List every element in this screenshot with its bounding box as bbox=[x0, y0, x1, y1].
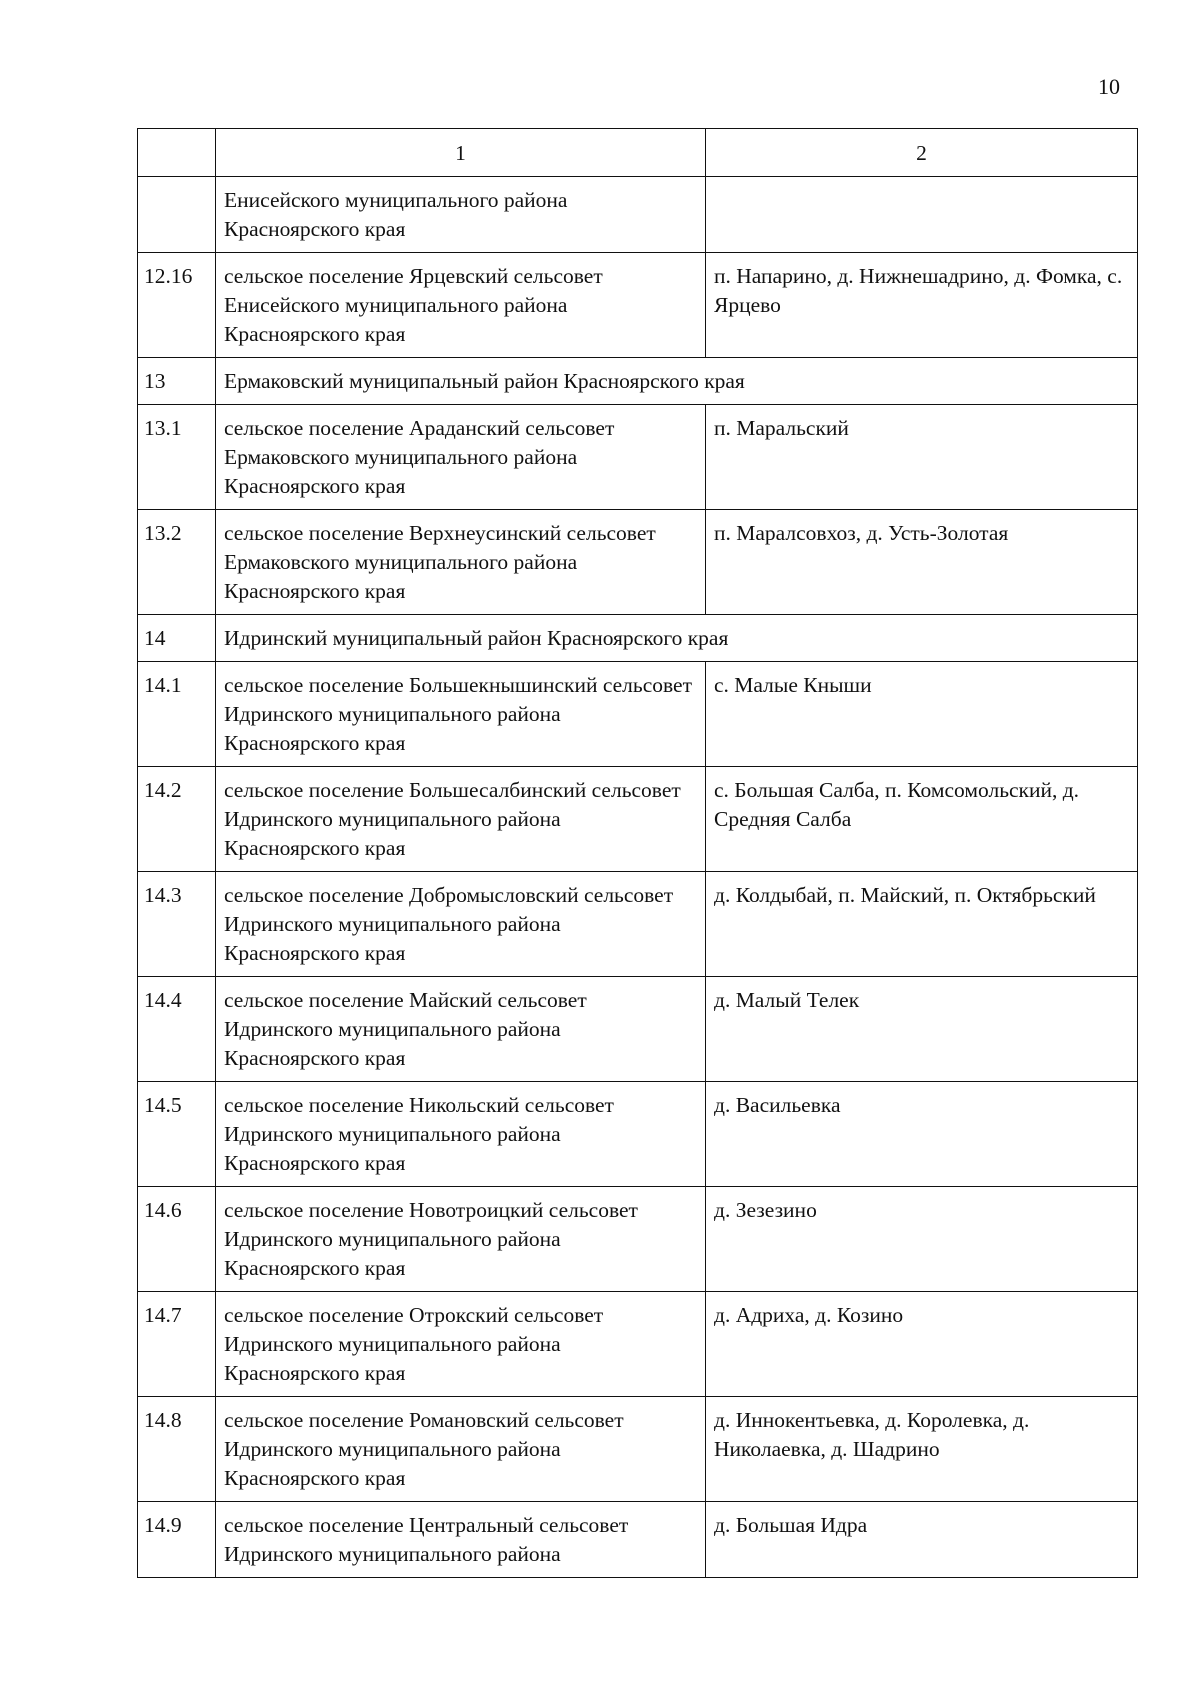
row-number: 14.4 bbox=[138, 977, 216, 1082]
table-row bbox=[138, 1082, 1138, 1187]
table-row bbox=[138, 405, 1138, 510]
row-number: 14.1 bbox=[138, 662, 216, 767]
municipality-name: сельское поселение Майский сельсовет Идринского муниципального района Красноярского края bbox=[216, 977, 706, 1082]
settlements-list: д. Колдыбай, п. Майский, п. Октябрьский bbox=[706, 872, 1138, 977]
header-cell-empty bbox=[138, 129, 216, 177]
municipality-name: сельское поселение Верхнеусинский сельсовет Ермаковского муниципального района Красноярского края bbox=[216, 510, 706, 615]
table-row bbox=[138, 1502, 1138, 1578]
municipality-name: сельское поселение Добромысловский сельсовет Идринского муниципального района Красноярского края bbox=[216, 872, 706, 977]
row-number: 14.7 bbox=[138, 1292, 216, 1397]
row-number: 14.2 bbox=[138, 767, 216, 872]
municipality-name: сельское поселение Большекнышинский сельсовет Идринского муниципального района Красноярского края bbox=[216, 662, 706, 767]
table-row bbox=[138, 767, 1138, 872]
row-number: 13.1 bbox=[138, 405, 216, 510]
settlements-list: с. Малые Кныши bbox=[706, 662, 1138, 767]
table-header-row bbox=[138, 129, 1138, 177]
settlements-list: д. Малый Телек bbox=[706, 977, 1138, 1082]
table-row bbox=[138, 1397, 1138, 1502]
settlements-list bbox=[706, 177, 1138, 253]
table-row bbox=[138, 253, 1138, 358]
table-body bbox=[138, 129, 1138, 1578]
table-row bbox=[138, 977, 1138, 1082]
settlements-list: п. Маралсовхоз, д. Усть-Золотая bbox=[706, 510, 1138, 615]
settlements-list: д. Адриха, д. Козино bbox=[706, 1292, 1138, 1397]
municipality-name: Енисейского муниципального района Красноярского края bbox=[216, 177, 706, 253]
section-number: 13 bbox=[138, 358, 216, 405]
settlements-list: д. Иннокентьевка, д. Королевка, д. Николаевка, д. Шадрино bbox=[706, 1397, 1138, 1502]
municipality-name: сельское поселение Отрокский сельсовет Идринского муниципального района Красноярского края bbox=[216, 1292, 706, 1397]
section-title: Идринский муниципальный район Красноярского края bbox=[216, 615, 1138, 662]
section-number: 14 bbox=[138, 615, 216, 662]
table-row bbox=[138, 1292, 1138, 1397]
settlements-list: п. Напарино, д. Нижнешадрино, д. Фомка, с. Ярцево bbox=[706, 253, 1138, 358]
section-row bbox=[138, 358, 1138, 405]
section-row bbox=[138, 615, 1138, 662]
municipality-name: сельское поселение Новотроицкий сельсовет Идринского муниципального района Красноярского края bbox=[216, 1187, 706, 1292]
municipality-name: сельское поселение Никольский сельсовет Идринского муниципального района Красноярского края bbox=[216, 1082, 706, 1187]
header-cell-col1: 1 bbox=[216, 129, 706, 177]
table-row bbox=[138, 177, 1138, 253]
row-number: 14.9 bbox=[138, 1502, 216, 1578]
settlements-table bbox=[137, 128, 1138, 1578]
settlements-list: д. Зезезино bbox=[706, 1187, 1138, 1292]
row-number: 14.8 bbox=[138, 1397, 216, 1502]
row-number: 13.2 bbox=[138, 510, 216, 615]
table-row bbox=[138, 662, 1138, 767]
row-number: 14.5 bbox=[138, 1082, 216, 1187]
municipality-name: сельское поселение Большесалбинский сельсовет Идринского муниципального района Красноярского края bbox=[216, 767, 706, 872]
header-cell-col2: 2 bbox=[706, 129, 1138, 177]
table-row bbox=[138, 510, 1138, 615]
settlements-list: п. Маральский bbox=[706, 405, 1138, 510]
settlements-list: с. Большая Салба, п. Комсомольский, д. Средняя Салба bbox=[706, 767, 1138, 872]
settlements-list: д. Большая Идра bbox=[706, 1502, 1138, 1578]
page-number: 10 bbox=[1098, 74, 1120, 99]
settlements-list: д. Васильевка bbox=[706, 1082, 1138, 1187]
row-number: 14.6 bbox=[138, 1187, 216, 1292]
table-row bbox=[138, 1187, 1138, 1292]
municipality-name: сельское поселение Центральный сельсовет Идринского муниципального района bbox=[216, 1502, 706, 1578]
row-number: 12.16 bbox=[138, 253, 216, 358]
section-title: Ермаковский муниципальный район Красноярского края bbox=[216, 358, 1138, 405]
table-row bbox=[138, 872, 1138, 977]
municipality-name: сельское поселение Ярцевский сельсовет Енисейского муниципального района Красноярского края bbox=[216, 253, 706, 358]
municipality-name: сельское поселение Романовский сельсовет Идринского муниципального района Красноярского края bbox=[216, 1397, 706, 1502]
municipality-name: сельское поселение Араданский сельсовет Ермаковского муниципального района Красноярского края bbox=[216, 405, 706, 510]
row-number: 14.3 bbox=[138, 872, 216, 977]
row-number bbox=[138, 177, 216, 253]
